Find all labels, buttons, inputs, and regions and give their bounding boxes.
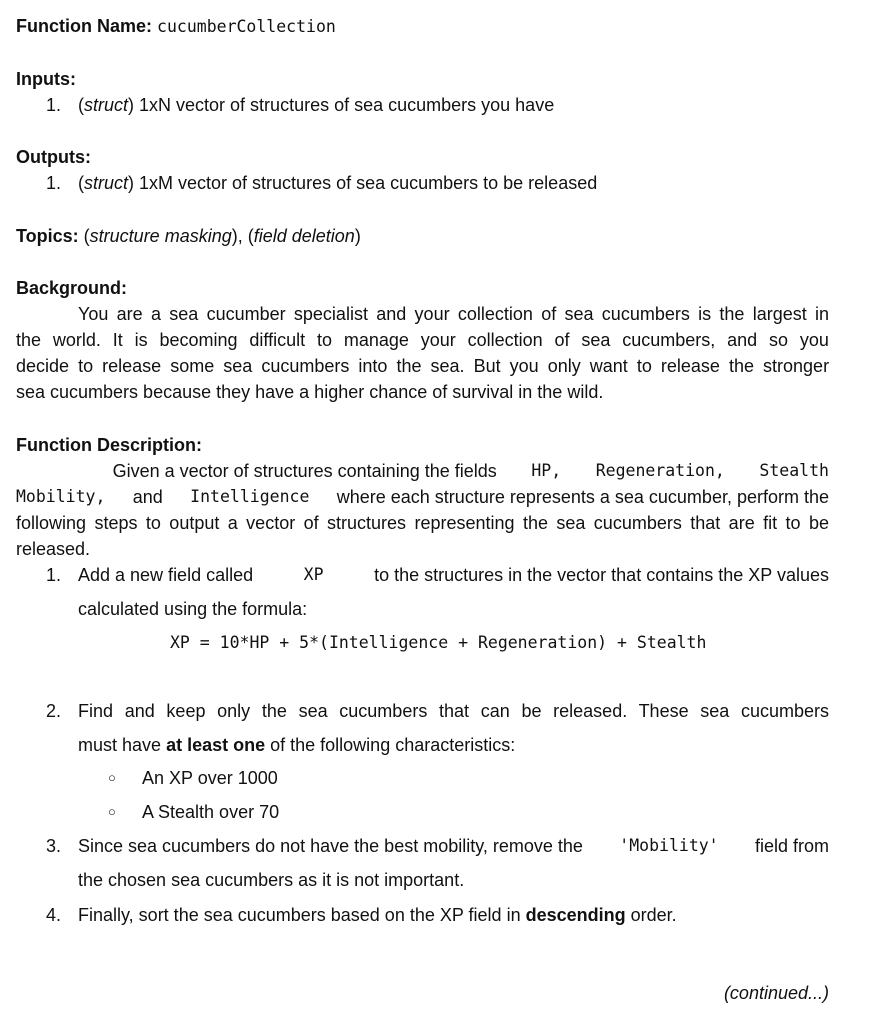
function-name-line [16,15,336,38]
field-hp: HP, [531,461,562,480]
background-line-3 [16,355,829,377]
input-item-text: 1xN vector of structures of sea cucumbers you have [139,95,555,115]
background-line-2 [16,329,829,351]
step-4-line [78,904,677,926]
description-intro-line-4: released. [16,539,91,559]
step-1-code-xp: XP [303,565,324,584]
background-heading: Background: [16,278,128,298]
intro-mid-text: where each structure represents a sea cucumber, perform the [336,487,829,507]
topics-line: Topics: (structure masking), (field deletion) [16,226,361,246]
step-3-line-2: the chosen sea cucumbers as it is not important. [78,870,465,890]
bullet-circle-icon: ○ [108,770,116,785]
step-4-bold: descending [525,905,626,925]
step-3-code-mobility: 'Mobility' [619,836,719,855]
step-1-post: to the structures in the vector that contains the XP values [374,565,829,585]
topics-label: Topics: [16,226,79,246]
step-3-line-1 [78,835,829,857]
description-intro-line-3 [16,512,829,534]
input-item: (struct) 1xN vector of structures of sea cucumbers you have [78,95,555,115]
input-item-number: 1. [46,95,62,115]
input-item-type: struct [84,95,129,115]
output-item-text: 1xM vector of structures of sea cucumbers to be released [139,173,598,193]
bullet-circle-icon: ○ [108,804,116,819]
criteria-item-stealth: A Stealth over 70 [142,802,280,822]
step-2-pre: must have [78,735,162,755]
topic-structure-masking: structure masking [89,226,232,246]
background-text: decide to release some sea cucumbers into the sea. But you only want to release the stronger [16,356,830,376]
step-2-line-1 [78,700,829,722]
field-regeneration: Regeneration, [595,461,725,480]
step-4-pre: Finally, sort the sea cucumbers based on the XP field in [78,905,521,925]
step-2-number: 2. [46,701,62,721]
step-1-pre: Add a new field called [78,565,254,585]
output-item-type: struct [84,173,129,193]
description-heading: Function Description: [16,435,202,455]
output-item: (struct) 1xM vector of structures of sea cucumbers to be released [78,173,598,193]
background-text: You are a sea cucumber specialist and your collection of sea cucumbers is the largest in [78,304,830,324]
inputs-heading: Inputs: [16,69,76,89]
step-3-pre: Since sea cucumbers do not have the best mobility, remove the [78,836,583,856]
function-name-label: Function Name: [16,16,153,36]
step-4-number: 4. [46,905,62,925]
step-4-post: order. [630,905,677,925]
outputs-heading: Outputs: [16,147,91,167]
step-2-post: of the following characteristics: [270,735,516,755]
step-3-post: field from [754,836,829,856]
background-line-4: sea cucumbers because they have a higher chance of survival in the wild. [16,382,604,402]
intro-text: following steps to output a vector of structures representing the sea cucumbers that are fit to be [16,513,829,533]
step-3-number: 3. [46,836,62,856]
function-name-value: cucumberCollection [157,17,336,36]
background-text: the world. It is becoming difficult to manage your collection of sea cucumbers, and so you [16,330,829,350]
step-2-line-2 [78,734,515,756]
step-1-line-2: calculated using the formula: [78,599,308,619]
intro-word: Given a vector of structures containing the fields [112,461,497,481]
field-stealth: Stealth [759,461,829,480]
xp-formula: XP = 10*HP + 5*(Intelligence + Regeneration) + Stealth [170,633,707,652]
field-intelligence: Intelligence [190,487,310,506]
step-2-bold: at least one [166,735,266,755]
description-intro-line-2 [16,486,829,508]
criteria-item-xp: An XP over 1000 [142,768,278,788]
step-2-text: Find and keep only the sea cucumbers that can be released. These sea cucumbers [78,701,830,721]
step-1-number: 1. [46,565,62,585]
background-line-1 [16,303,829,325]
intro-and: and [132,487,163,507]
field-mobility: Mobility, [16,487,106,506]
output-item-number: 1. [46,173,62,193]
continued-note: (continued...) [723,983,829,1003]
step-1-line-1 [78,564,829,586]
description-intro-line-1 [16,460,829,482]
topic-field-deletion: field deletion [253,226,355,246]
